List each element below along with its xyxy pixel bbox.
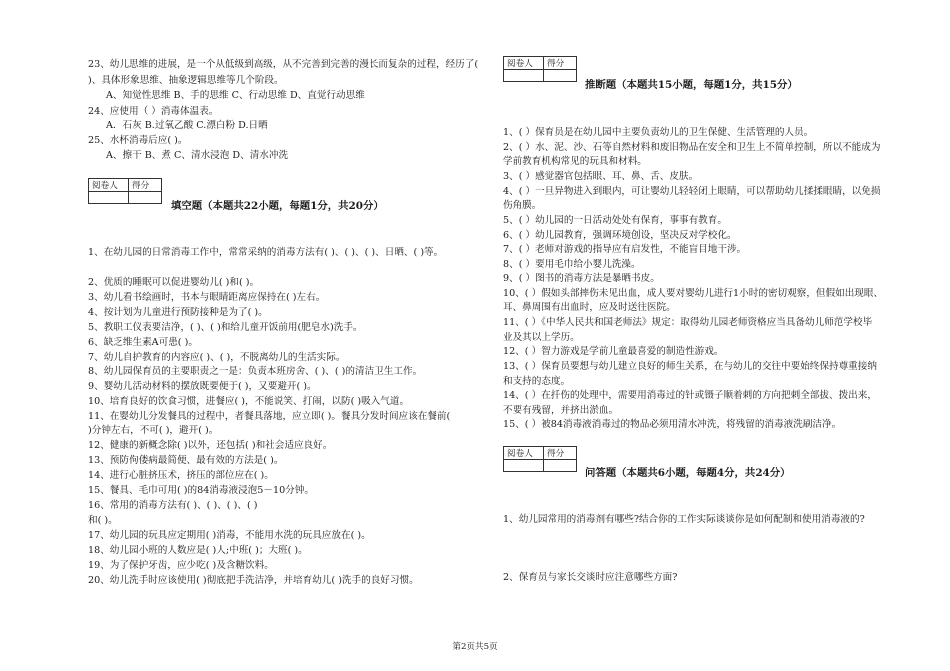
judge-line: 不要有残留，并挤出淤血。 [503, 405, 619, 416]
judge-line: 4、( ）一旦异物进入到眼内，可让婴幼儿轻轻闭上眼睛，可以帮助幼儿揉揉眼睛，以免损 [503, 186, 881, 197]
fill-line: 16、常用的消毒方法有( )、( )、( )、( ) [88, 500, 258, 511]
qa-line: 2、保育员与家长交谈时应注意哪些方面? [503, 572, 678, 583]
judge-line: 9、( ）图书的消毒方法是暴晒书皮。 [503, 273, 660, 284]
judge-line: 学前教育机构常见的玩具和材料。 [503, 156, 647, 167]
q23-line1: 23、幼儿思维的进展，是一个从低级到高级，从不完善到完善的漫长而复杂的过程，经历了( [88, 59, 479, 70]
grader-label: 阅卷人 [504, 447, 544, 460]
judge-line: 2、( ）水、泥、沙、石等自然材料和废旧物品在安全和卫生上不简单控制，所以不能成为 [503, 142, 881, 153]
score-cell [544, 70, 577, 82]
judge-line: 6、( ）幼儿园教育，强调环境创设，坚决反对学校化。 [503, 230, 737, 241]
judge-line: 15、( ）被84消毒液消毒过的物品必须用清水冲洗，将残留的消毒液洗刷洁净。 [503, 419, 842, 430]
judge-line: 1、( ）保育员是在幼儿园中主要负责幼儿的卫生保健、生活管理的人员。 [503, 127, 814, 138]
judge-line: 8、( ）要用毛巾给小婴儿洗澡。 [503, 259, 641, 270]
score-cell [544, 460, 577, 472]
judge-line: 11、( ）《中华人民共和国老师法》规定：取得幼儿园老师资格应当具备幼儿师范学校毕 [503, 317, 873, 328]
q24: 24、应使用（ ）消毒体温表。 [88, 106, 219, 117]
judge-line: 耳、鼻周围有出血时，应及时送往医院。 [503, 302, 676, 313]
page-footer: 第2页共5页 [452, 642, 498, 652]
fill-line: 11、在婴幼儿分发餐具的过程中，者餐具落地，应立即( )。餐具分发时间应该在餐前( [88, 411, 451, 422]
score-label: 得分 [129, 179, 162, 192]
judge-line: 7、( ）老师对游戏的指导应有启发性，不能盲目地干涉。 [503, 244, 747, 255]
fill-line: 13、预防佝偻病最简便、最有效的方法是( )。 [88, 455, 284, 466]
judge-line: 伤角膜。 [503, 200, 542, 211]
fill-line: 12、健康的新概念除( )以外，还包括( )和社会适应良好。 [88, 440, 333, 451]
grader-cell [504, 460, 544, 472]
judge-line: 和支持的态度。 [503, 376, 571, 387]
q23-options: A、知觉性思维 B、手的思维 C、行动思维 D、直觉行动思维 [106, 90, 365, 101]
judge-line: 13、( ）保育员要想与幼儿建立良好的师生关系，在与幼儿的交往中要始终保持尊重接纳 [503, 361, 877, 372]
score-cell [129, 192, 162, 204]
judge-line: 业及其以上学历。 [503, 332, 580, 343]
fill-line: 4、按计划为儿童进行预防接种是为了( )。 [88, 307, 268, 318]
fill-line: )分钟左右，不可( )，避开( )。 [88, 425, 219, 436]
grader-label: 阅卷人 [504, 57, 544, 70]
fill-line: 1、在幼儿园的日常消毒工作中，常常采纳的消毒方法有( )、( )、( )、日晒、( )等。 [88, 247, 444, 258]
grader-cell [89, 192, 129, 204]
q25-options: A、擦干 B、煮 C、清水浸泡 D、清水冲洗 [106, 150, 289, 161]
qa-section-title: 问答题（本题共6小题，每题4分，共24分） [585, 467, 791, 479]
judge-line: 14、( ）在扦伤的处理中，需要用消毒过的针或镊子顺着刺的方向把刺全部拔、拨出来， [503, 390, 877, 401]
fill-line: 14、进行心脏挤压术，挤压的部位应在( )。 [88, 470, 274, 481]
q24-options: A．石灰 B.过氧乙酸 C.漂白粉 D.日晒 [106, 120, 268, 131]
judge-section-title: 推断题（本题共15小题，每题1分，共15分） [585, 79, 798, 91]
grader-cell [504, 70, 544, 82]
fill-line: 20、幼儿洗手时应该使用( )彻底把手洗洁净，并培育幼儿( )洗手的良好习惯。 [88, 575, 419, 586]
fill-line: 5、教职工仪表要洁净，( )、( )和给儿童开饭前用(肥皂水)洗手。 [88, 322, 363, 333]
fill-score-box [88, 178, 162, 204]
fill-line: 8、幼儿园保育员的主要职责之一是：负责本班房舍、( )、( )的清洁卫生工作。 [88, 366, 423, 377]
judge-line: 5、( ）幼儿园的一日活动处处有保育，事事有教育。 [503, 215, 727, 226]
fill-line: 18、幼儿园小班的人数应是( )人;中班( )；大班( )。 [88, 545, 308, 556]
grader-label: 阅卷人 [89, 179, 129, 192]
judge-line: 12、( ）智力游戏是学前儿童最喜爱的制造性游戏。 [503, 346, 724, 357]
qa-line: 1、幼儿园常用的消毒剂有哪些?结合你的工作实际谈谈你是如何配制和使用消毒液的? [503, 514, 865, 525]
fill-line: 7、幼儿自护教育的内容应( )、( )，不脱离幼儿的生活实际。 [88, 352, 346, 363]
fill-line: 和( )。 [88, 515, 118, 526]
fill-line: 2、优质的睡眠可以促进婴幼儿( )和( )。 [88, 277, 260, 288]
judge-line: 10、( ）假如头部摔伤未见出血，成人要对婴幼儿进行1小时的密切观察，但假如出现眼、 [503, 288, 884, 299]
score-label: 得分 [544, 447, 577, 460]
fill-line: 9、婴幼儿活动材料的摆放既要便于( )，又要避开( )。 [88, 381, 317, 392]
judge-score-box [503, 56, 577, 82]
q25: 25、水杯消毒后应( )。 [88, 135, 188, 146]
qa-score-box [503, 446, 577, 472]
q23-line2: )、具体形象思维、抽象逻辑思维等几个阶段。 [88, 75, 284, 86]
fill-line: 15、餐具、毛巾可用( )的84消毒液浸泡5－10分钟。 [88, 485, 314, 496]
fill-line: 17、幼儿园的玩具应定期用( )消毒，不能用水洗的玩具应放在( )。 [88, 530, 371, 541]
fill-line: 6、缺乏维生素A可患( )。 [88, 337, 198, 348]
fill-line: 10、培育良好的饮食习惯，进餐应( )，不能说笑、打闹，以防( )吸入气道。 [88, 396, 410, 407]
fill-section-title: 填空题（本题共22小题，每题1分，共20分） [171, 200, 384, 212]
fill-line: 3、幼儿看书绘画时，书本与眼睛距离应保持在( )左右。 [88, 292, 326, 303]
judge-line: 3、( ）感觉器官包括眼、耳、鼻、舌、皮肤。 [503, 171, 699, 182]
fill-line: 19、为了保护牙齿，应少吃( )及含糖饮料。 [88, 560, 274, 571]
score-label: 得分 [544, 57, 577, 70]
